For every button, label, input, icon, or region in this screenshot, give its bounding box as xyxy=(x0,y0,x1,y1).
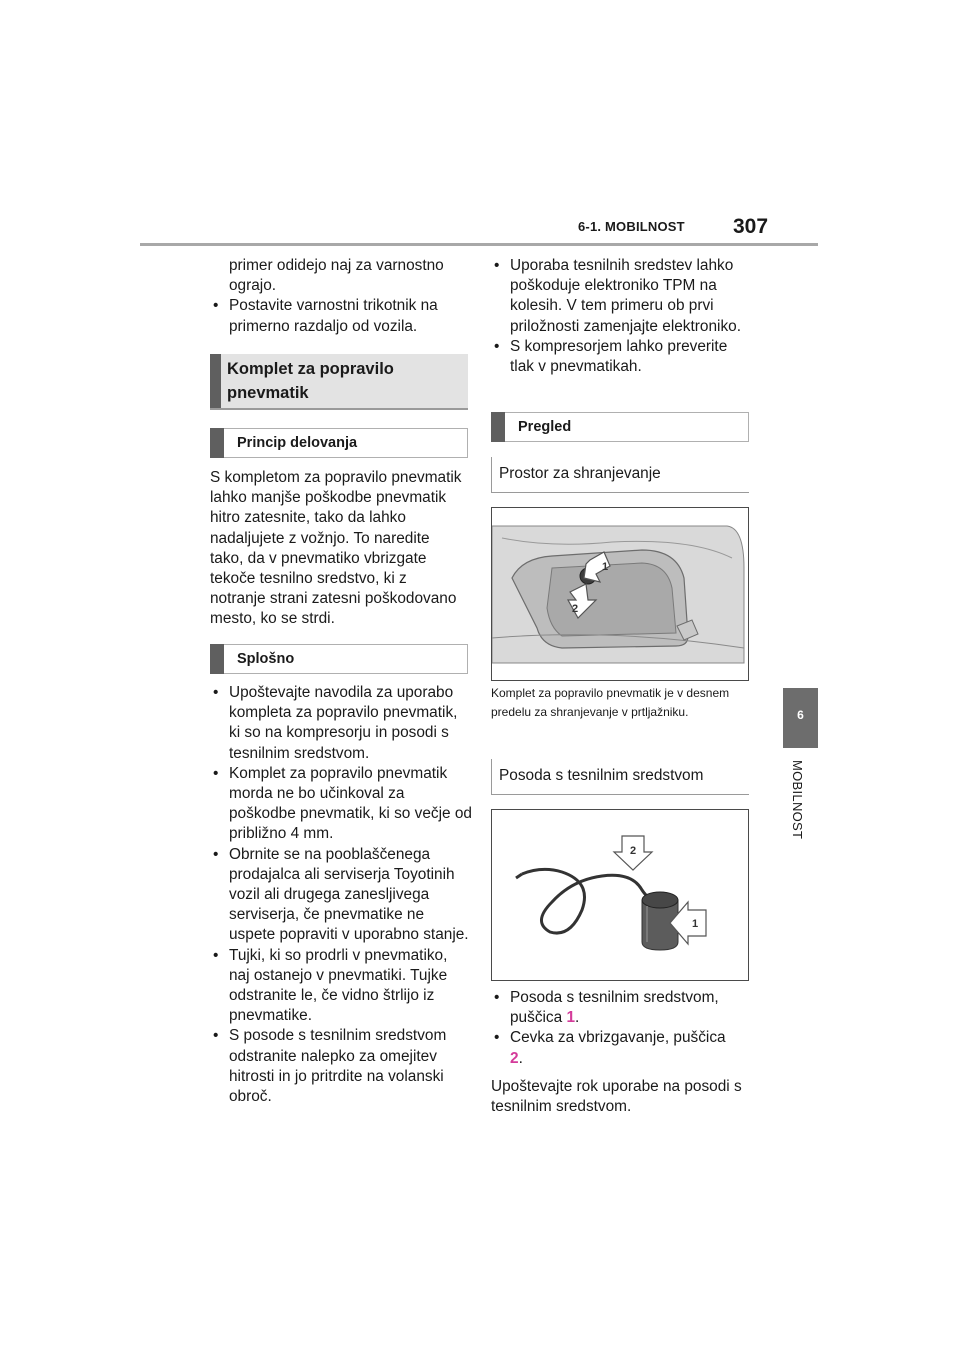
list-item: • Tujki, ki so prodrli v pnevmatiko, naj ostanejo v pnevmatiki. Tujke odstranite le, če vidno štrlijo iz pnevmatike. xyxy=(210,946,472,1027)
fig2-callout-1: 1 xyxy=(692,918,699,930)
subsection-title: Splošno xyxy=(237,651,295,667)
subsection-heading xyxy=(210,644,468,674)
list-item: • S kompresorjem lahko preverite tlak v pnevmatikah. xyxy=(491,337,751,377)
list-item: • Upoštevajte navodila za uporabo kompleta za popravilo pnevmatik, ki so na kompresorju in posodi s tesnilnim sredstvom. xyxy=(210,683,472,764)
top-list xyxy=(491,256,751,377)
chapter-title: 6-1. MOBILNOST xyxy=(578,219,685,234)
list-item: • Cevka za vbrizgavanje, puščica 2. xyxy=(491,1028,751,1068)
figure-caption: Komplet za popravilo pnevmatik je v desnem predelu za shranjevanje v prtljažniku. xyxy=(491,686,730,719)
components-list xyxy=(491,988,751,1117)
heading-bar xyxy=(210,354,221,408)
list-item: • Uporaba tesnilnih sredstev lahko poškoduje elektroniko TPM na kolesih. V tem primeru ob prvi priložnosti zamenjajte elektroniko. xyxy=(491,256,751,337)
fig1-callout-2: 2 xyxy=(572,603,579,615)
paragraph: Upoštevajte rok uporabe na posodi s tesnilnim sredstvom. xyxy=(491,1077,742,1116)
fig1-callout-1: 1 xyxy=(602,561,609,573)
heading-bar xyxy=(210,644,224,674)
minor-heading-text: Posoda s tesnilnim sredstvom xyxy=(499,767,704,784)
list-item-text: Cevka za vbrizgavanje, puščica xyxy=(510,1029,726,1047)
subsection-title: Princip delovanja xyxy=(237,435,358,451)
trunk-storage-illustration xyxy=(492,508,748,680)
chapter-tab xyxy=(783,688,818,748)
subsection-heading xyxy=(491,412,749,442)
subsection-title: Pregled xyxy=(518,419,572,435)
list-item: • S posode s tesnilnim sredstvom odstranite nalepko za omejitev hitrosti in jo pritrdite na volanski obroč. xyxy=(210,1026,472,1107)
callout-number: 2 xyxy=(510,1049,519,1067)
list-item: • Obrnite se na pooblaščenega prodajalca ali serviserja Toyotinih vozil ali drugega zanesljivega serviserja, če pnevmatike ne uspete popraviti v uporabno stanje. xyxy=(210,845,472,946)
intro-line: primer odidejo naj za varnostno xyxy=(229,257,444,274)
section-title-line: pnevmatik xyxy=(227,384,309,402)
paragraph: S kompletom za popravilo pnevmatik lahko manjše poškodbe pnevmatik hitro zatesnite, tako da lahko nadaljujete z vožnjo. To naredite tako, da v pnevmatiko vbrizgate tekoče tesnilno sredstvo, ki z notranje strani zatesni poškodovano mesto, ko se strdi. xyxy=(210,469,462,628)
callout-number: 1 xyxy=(566,1009,576,1027)
trunk-storage-figure xyxy=(491,507,749,681)
list-item: • Komplet za popravilo pnevmatik morda ne bo učinkoval za poškodbe pnevmatik, ki so večje od približno 4 mm. xyxy=(210,764,472,845)
fig2-callout-2: 2 xyxy=(630,845,637,857)
list-item-text: Posoda s tesnilnim sredstvom, puščica xyxy=(510,989,719,1027)
minor-heading xyxy=(491,759,749,795)
sealant-container-figure xyxy=(491,809,749,981)
header-rule xyxy=(140,243,818,246)
section-title-line: Komplet za popravilo xyxy=(227,360,394,378)
subsection-heading xyxy=(210,428,468,458)
intro-text xyxy=(210,256,472,337)
list-item: • Posoda s tesnilnim sredstvom, puščica 1. xyxy=(491,988,751,1028)
chapter-tab-number: 6 xyxy=(797,708,804,722)
section-title xyxy=(227,357,447,405)
sealant-container-illustration xyxy=(492,810,748,980)
minor-heading xyxy=(491,457,749,493)
heading-bar xyxy=(210,428,224,458)
notes-list xyxy=(210,683,472,1107)
page-number: 307 xyxy=(733,215,769,238)
minor-heading-text: Prostor za shranjevanje xyxy=(499,465,661,482)
section-heading xyxy=(210,354,468,410)
heading-bar xyxy=(491,412,505,442)
intro-line: ograjo. xyxy=(229,277,277,295)
list-item: • Postavite varnostni trikotnik na primerno razdaljo od vozila. xyxy=(210,296,472,336)
chapter-tab-label: MOBILNOST xyxy=(790,760,805,840)
